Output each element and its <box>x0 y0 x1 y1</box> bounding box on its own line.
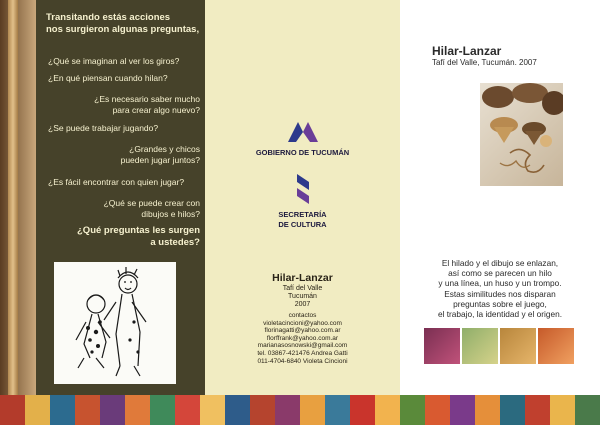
contact-email: florffrank@yahoo.com.ar <box>266 334 339 342</box>
contact-email: florinagatti@yahoo.com.ar <box>264 327 341 335</box>
secretaria-label-1: SECRETARÍA <box>278 210 327 219</box>
contacts-list <box>205 312 400 365</box>
question-5: ¿Grandes y chicos pueden jugar juntos? <box>120 144 200 165</box>
contacts-heading: contactos <box>288 312 317 319</box>
question-2: ¿En qué piensan cuando hilan? <box>48 73 168 83</box>
mid-place-3: 2007 <box>294 301 311 308</box>
thumbnail-image <box>500 328 536 364</box>
spinning-tops-photo-icon <box>480 83 563 186</box>
contact-email: marianasosnowski@gmail.com <box>257 342 348 350</box>
panel-info <box>205 0 400 395</box>
mid-place-1: Tafí del Valle <box>282 285 323 292</box>
cover-thumbnails <box>424 328 574 364</box>
final-question: ¿Qué preguntas les surgen a ustedes? <box>77 225 200 248</box>
secretaria-logo-icon <box>293 172 313 206</box>
child-drawing <box>54 262 176 384</box>
question-1: ¿Qué se imaginan al ver los giros? <box>48 56 180 66</box>
background-photo-left <box>0 0 36 425</box>
question-6: ¿Es fácil encontrar con quien jugar? <box>48 177 185 187</box>
question-7: ¿Qué se puede crear con dibujos e hilos? <box>103 198 200 219</box>
question-3: ¿Es necesario saber mucho para crear algo nuevo? <box>94 94 200 115</box>
cover-body: El hilado y el dibujo se enlazan, así como se parecen un hilo y una línea, un huso y un trompo. Estas similitudes nos disparan preguntas sobre el juego, el trabajo, la identidad y el origen. <box>437 258 563 320</box>
cover-photo <box>480 83 563 186</box>
gobierno-logo-icon <box>286 118 320 144</box>
intro-text: Transitando estás acciones nos surgieron algunas preguntas, <box>46 12 200 35</box>
thumbnail-image <box>538 328 574 364</box>
woven-textile-strip <box>0 395 600 425</box>
contact-phone: tel. 03867-421476 Andrea Gatti <box>257 349 348 357</box>
secretaria-label-2: DE CULTURA <box>278 220 327 229</box>
gobierno-label: GOBIERNO DE TUCUMÁN <box>255 148 350 157</box>
panel-cover <box>400 0 600 395</box>
secretaria-logo <box>205 172 400 230</box>
thumbnail-image <box>462 328 498 364</box>
thumbnail-image <box>424 328 460 364</box>
panel-questions <box>36 0 205 395</box>
mid-place-2: Tucumán <box>288 293 317 300</box>
child-drawing-figures-icon <box>54 262 176 384</box>
contact-email: violetacincioni@yahoo.com <box>263 319 342 327</box>
mid-title: Hilar-Lanzar <box>272 272 333 284</box>
gobierno-logo <box>205 118 400 158</box>
question-4: ¿Se puede trabajar jugando? <box>48 123 159 133</box>
cover-subtitle: Tafí del Valle, Tucumán. 2007 <box>432 58 537 67</box>
contact-phone: 011-4704-6840 Violeta Cincioni <box>257 357 348 365</box>
cover-title: Hilar-Lanzar <box>432 44 502 58</box>
wooden-pole <box>8 0 18 395</box>
